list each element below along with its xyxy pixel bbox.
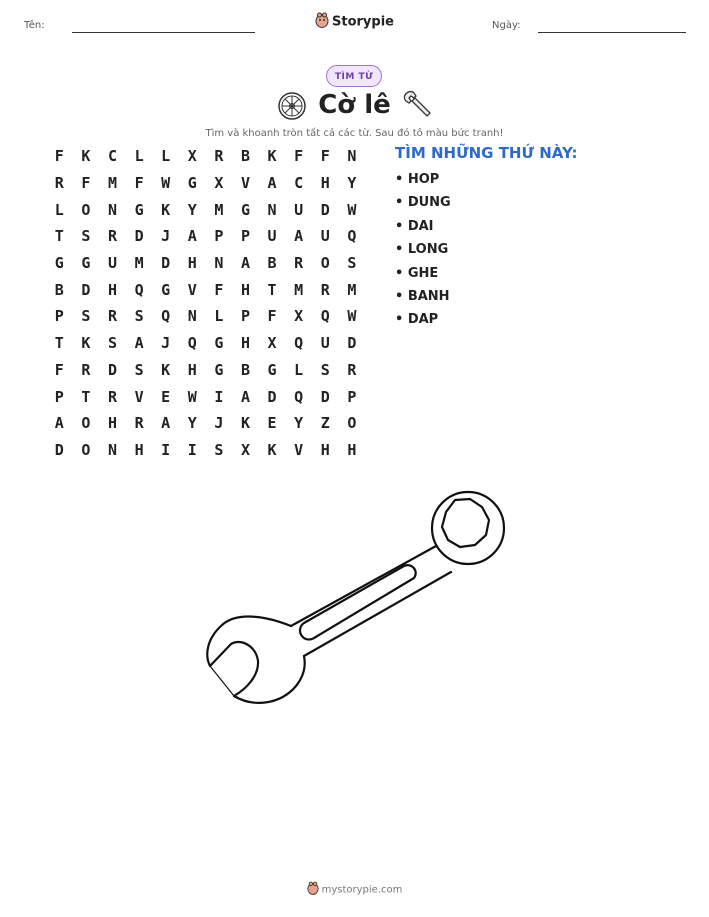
grid-row xyxy=(46,223,365,250)
grid-letter: Q xyxy=(347,227,357,246)
date-line xyxy=(538,32,686,33)
grid-letter: N xyxy=(267,200,277,219)
grid-letter: H xyxy=(240,280,250,299)
grid-letter: H xyxy=(187,360,197,379)
grid-letter: V xyxy=(240,174,250,193)
grid-letter: W xyxy=(347,200,357,219)
grid-letter: R xyxy=(107,227,117,246)
grid-letter: X xyxy=(267,334,277,353)
grid-letter: M xyxy=(134,254,144,273)
grid-letter: M xyxy=(347,280,357,299)
word-list xyxy=(395,170,451,334)
grid-letter: P xyxy=(54,387,64,406)
grid-letter: L xyxy=(294,360,304,379)
date-label: Ngày: xyxy=(492,20,521,31)
grid-letter: J xyxy=(161,227,171,246)
grid-letter: N xyxy=(107,440,117,459)
grid-letter: M xyxy=(214,200,224,219)
grid-letter: K xyxy=(267,440,277,459)
grid-letter: R xyxy=(81,360,91,379)
grid-letter: H xyxy=(240,334,250,353)
grid-letter: U xyxy=(107,254,117,273)
grid-letter: L xyxy=(54,200,64,219)
grid-letter: D xyxy=(161,254,171,273)
grid-letter: F xyxy=(54,360,64,379)
grid-letter: E xyxy=(267,414,277,433)
grid-letter: K xyxy=(81,147,91,166)
grid-letter: R xyxy=(54,174,64,193)
grid-letter: M xyxy=(107,174,117,193)
grid-letter: P xyxy=(240,227,250,246)
grid-letter: G xyxy=(267,360,277,379)
grid-letter: G xyxy=(54,254,64,273)
grid-letter: Q xyxy=(294,334,304,353)
storypie-logo-icon xyxy=(315,12,329,32)
grid-letter: U xyxy=(267,227,277,246)
word-item: • BANH xyxy=(395,288,450,304)
word-search-grid xyxy=(46,143,365,463)
brand xyxy=(0,12,709,32)
grid-row xyxy=(46,276,365,303)
grid-letter: H xyxy=(134,440,144,459)
grid-letter: Y xyxy=(187,200,197,219)
grid-row xyxy=(46,330,365,357)
grid-letter: V xyxy=(294,440,304,459)
grid-letter: L xyxy=(134,147,144,166)
grid-row xyxy=(46,196,365,223)
grid-letter: F xyxy=(81,174,91,193)
grid-letter: D xyxy=(320,200,330,219)
grid-letter: B xyxy=(267,254,277,273)
grid-letter: W xyxy=(161,174,171,193)
grid-letter: O xyxy=(320,254,330,273)
grid-letter: D xyxy=(81,280,91,299)
grid-letter: R xyxy=(107,307,117,326)
grid-letter: S xyxy=(107,334,117,353)
grid-letter: Y xyxy=(294,414,304,433)
grid-letter: G xyxy=(81,254,91,273)
grid-letter: G xyxy=(240,200,250,219)
grid-letter: A xyxy=(240,387,250,406)
grid-letter: J xyxy=(214,414,224,433)
grid-letter: F xyxy=(54,147,64,166)
brand-name: Storypie xyxy=(332,14,394,30)
grid-letter: Y xyxy=(187,414,197,433)
grid-letter: Q xyxy=(294,387,304,406)
grid-letter: B xyxy=(54,280,64,299)
word-item: • HOP xyxy=(395,172,440,187)
grid-letter: S xyxy=(81,307,91,326)
name-label: Tên: xyxy=(24,20,45,31)
grid-letter: H xyxy=(187,254,197,273)
grid-letter: W xyxy=(347,307,357,326)
grid-letter: P xyxy=(214,227,224,246)
grid-letter: O xyxy=(347,414,357,433)
page-title: Cờ lê xyxy=(318,90,391,120)
grid-letter: S xyxy=(81,227,91,246)
grid-letter: I xyxy=(214,387,224,406)
grid-letter: U xyxy=(320,227,330,246)
grid-letter: L xyxy=(161,147,171,166)
word-item: • DUNG xyxy=(395,195,451,211)
grid-row xyxy=(46,383,365,410)
grid-letter: T xyxy=(81,387,91,406)
grid-letter: G xyxy=(161,280,171,299)
grid-letter: F xyxy=(214,280,224,299)
grid-letter: F xyxy=(320,147,330,166)
grid-row xyxy=(46,303,365,330)
grid-letter: H xyxy=(107,280,117,299)
grid-letter: E xyxy=(161,387,171,406)
footer-url: mystorypie.com xyxy=(321,884,403,896)
grid-letter: D xyxy=(267,387,277,406)
grid-letter: N xyxy=(107,200,117,219)
wrench-coloring-illustration xyxy=(196,486,516,716)
grid-letter: Q xyxy=(134,280,144,299)
grid-letter: U xyxy=(320,334,330,353)
grid-letter: D xyxy=(347,334,357,353)
grid-letter: D xyxy=(320,387,330,406)
grid-letter: Z xyxy=(320,414,330,433)
grid-letter: R xyxy=(320,280,330,299)
grid-letter: N xyxy=(347,147,357,166)
grid-letter: K xyxy=(161,200,171,219)
grid-letter: R xyxy=(107,387,117,406)
grid-letter: S xyxy=(134,307,144,326)
grid-letter: S xyxy=(214,440,224,459)
grid-letter: X xyxy=(187,147,197,166)
grid-letter: A xyxy=(54,414,64,433)
grid-letter: A xyxy=(240,254,250,273)
grid-letter: H xyxy=(320,440,330,459)
grid-letter: X xyxy=(240,440,250,459)
grid-letter: K xyxy=(240,414,250,433)
grid-letter: A xyxy=(134,334,144,353)
grid-letter: N xyxy=(214,254,224,273)
word-item: • GHE xyxy=(395,265,439,281)
grid-row xyxy=(46,357,365,384)
grid-letter: F xyxy=(267,307,277,326)
grid-letter: A xyxy=(294,227,304,246)
grid-row xyxy=(46,143,365,170)
grid-letter: D xyxy=(54,440,64,459)
grid-letter: S xyxy=(320,360,330,379)
grid-letter: H xyxy=(320,174,330,193)
grid-letter: Q xyxy=(187,334,197,353)
grid-letter: R xyxy=(134,414,144,433)
grid-letter: H xyxy=(107,414,117,433)
instructions: Tìm và khoanh tròn tất cả các từ. Sau đó tô màu bức tranh! xyxy=(205,128,504,139)
grid-letter: S xyxy=(347,254,357,273)
grid-letter: I xyxy=(161,440,171,459)
grid-letter: R xyxy=(294,254,304,273)
grid-letter: X xyxy=(214,174,224,193)
grid-letter: R xyxy=(347,360,357,379)
grid-letter: A xyxy=(161,414,171,433)
footer xyxy=(0,881,709,898)
grid-letter: V xyxy=(134,387,144,406)
grid-letter: Q xyxy=(320,307,330,326)
grid-letter: L xyxy=(214,307,224,326)
grid-letter: Y xyxy=(347,174,357,193)
grid-letter: X xyxy=(294,307,304,326)
grid-letter: Q xyxy=(161,307,171,326)
grid-letter: T xyxy=(267,280,277,299)
grid-letter: V xyxy=(187,280,197,299)
wrench-icon xyxy=(401,90,433,126)
grid-letter: G xyxy=(134,200,144,219)
grid-letter: S xyxy=(134,360,144,379)
grid-letter: K xyxy=(81,334,91,353)
grid-letter: G xyxy=(214,334,224,353)
grid-letter: O xyxy=(81,440,91,459)
grid-letter: F xyxy=(134,174,144,193)
grid-letter: W xyxy=(187,387,197,406)
grid-letter: T xyxy=(54,334,64,353)
grid-letter: G xyxy=(187,174,197,193)
activity-badge: TÌM TỪ xyxy=(326,65,382,87)
grid-letter: C xyxy=(107,147,117,166)
grid-letter: B xyxy=(240,360,250,379)
grid-letter: O xyxy=(81,414,91,433)
grid-letter: G xyxy=(214,360,224,379)
grid-letter: C xyxy=(294,174,304,193)
grid-letter: I xyxy=(187,440,197,459)
grid-letter: J xyxy=(161,334,171,353)
grid-letter: K xyxy=(161,360,171,379)
grid-letter: B xyxy=(240,147,250,166)
word-item: • DAI xyxy=(395,218,434,234)
grid-row xyxy=(46,410,365,437)
grid-letter: N xyxy=(187,307,197,326)
grid-letter: F xyxy=(294,147,304,166)
grid-row xyxy=(46,250,365,277)
grid-letter: A xyxy=(187,227,197,246)
grid-letter: H xyxy=(347,440,357,459)
grid-letter: D xyxy=(134,227,144,246)
grid-letter: P xyxy=(54,307,64,326)
grid-letter: K xyxy=(267,147,277,166)
word-item: • DAP xyxy=(395,312,439,328)
grid-row xyxy=(46,437,365,464)
grid-letter: R xyxy=(214,147,224,166)
grid-letter: O xyxy=(81,200,91,219)
grid-letter: U xyxy=(294,200,304,219)
word-list-heading: TÌM NHỮNG THỨ NÀY: xyxy=(395,144,578,162)
grid-letter: P xyxy=(347,387,357,406)
word-item: • LONG xyxy=(395,242,449,258)
name-line xyxy=(72,32,255,33)
grid-letter: M xyxy=(294,280,304,299)
storypie-logo-icon xyxy=(307,881,319,898)
grid-letter: A xyxy=(267,174,277,193)
grid-letter: D xyxy=(107,360,117,379)
grid-letter: T xyxy=(54,227,64,246)
grid-letter: P xyxy=(240,307,250,326)
grid-row xyxy=(46,170,365,197)
